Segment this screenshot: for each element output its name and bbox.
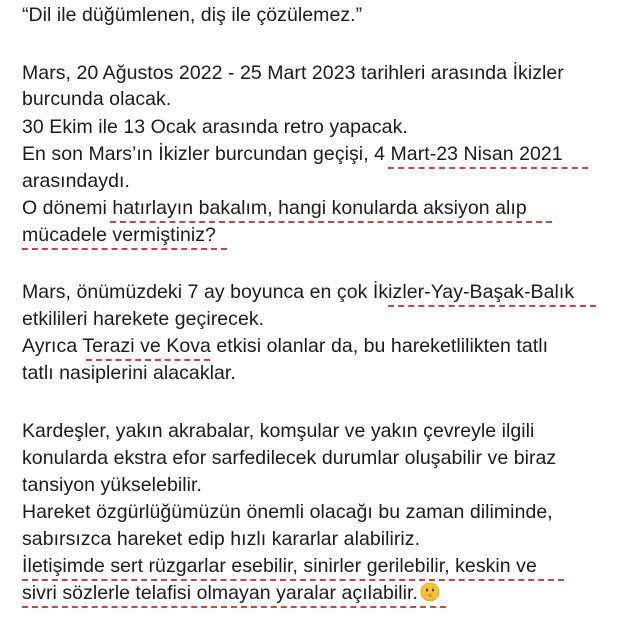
p3-line-6[interactable]: İletişimde sert rüzgarlar esebilir, sinirler gerilebilir, keskin ve bbox=[22, 555, 537, 577]
p3-line-5: sabırsızca hareket edip hızlı kararlar alabiliriz. bbox=[22, 528, 421, 550]
underline-zodiac-signs bbox=[388, 305, 596, 307]
p1-line-4 bbox=[22, 141, 563, 167]
hushed-face-emoji-icon bbox=[420, 582, 440, 602]
underline-date-range bbox=[388, 167, 588, 169]
underline-phrase-2 bbox=[22, 248, 227, 250]
p3-line-1: Kardeşler, yakın akrabalar, komşular ve yakın çevreyle ilgili bbox=[22, 420, 535, 442]
underline-libra-aquarius bbox=[86, 359, 210, 361]
p3-line-4: Hareket özgürlüğümüzün önemli olacağı bu zaman diliminde, bbox=[22, 501, 553, 523]
date-range-link[interactable]: 4 Mart-23 Nisan 2021 bbox=[374, 143, 563, 165]
p2-line-1-text: Mars, önümüzdeki 7 ay boyunca en çok bbox=[22, 281, 373, 303]
p1-line-1: Mars, 20 Ağustos 2022 - 25 Mart 2023 tarihleri arasında İkizler bbox=[22, 62, 564, 84]
p2-line-3-text-a: Ayrıca bbox=[22, 335, 83, 357]
underline-last-1 bbox=[22, 579, 564, 581]
p1-line-5: arasındaydı. bbox=[22, 170, 130, 192]
p1-line-7[interactable]: mücadele vermiştiniz? bbox=[22, 224, 216, 246]
p1-line-2: burcunda olacak. bbox=[22, 88, 172, 110]
underline-phrase-1 bbox=[110, 221, 552, 223]
p1-line-4-text: En son Mars’ın İkizler burcundan geçişi, bbox=[22, 143, 375, 165]
p3-line-3: tansiyon yükselebilir. bbox=[22, 474, 202, 496]
p1-line-3: 30 Ekim ile 13 Ocak arasında retro yapacak. bbox=[22, 116, 408, 138]
libra-aquarius-link[interactable]: Terazi ve Kova bbox=[82, 335, 211, 357]
p2-line-1 bbox=[22, 279, 574, 305]
quote-line: “Dil ile düğümlenen, diş ile çözülemez.” bbox=[22, 4, 363, 26]
p3-line-2: konularda ekstra efor sarfedilecek durumlar oluşabilir ve biraz bbox=[22, 447, 557, 469]
p1-line-6-text: O dönemi bbox=[22, 197, 113, 219]
underline-last-2 bbox=[22, 606, 446, 608]
p1-line-6 bbox=[22, 195, 527, 221]
p2-line-3 bbox=[22, 333, 548, 359]
spellcheck-phrase[interactable]: hatırlayın bakalım, hangi konularda aksiyon alıp bbox=[112, 197, 527, 219]
p3-line-7-text[interactable]: sivri sözlerle telafisi olmayan yaralar açılabilir. bbox=[22, 582, 418, 604]
p3-line-7 bbox=[22, 580, 440, 606]
p2-line-3-text-c: etkisi olanlar da, bu hareketlilikten tatlı bbox=[210, 335, 549, 357]
p2-line-4: tatlı nasiplerini alacaklar. bbox=[22, 362, 236, 384]
zodiac-signs-link[interactable]: İkizler-Yay-Başak-Balık bbox=[372, 281, 575, 303]
p2-line-2: etkilileri harekete geçirecek. bbox=[22, 308, 265, 330]
